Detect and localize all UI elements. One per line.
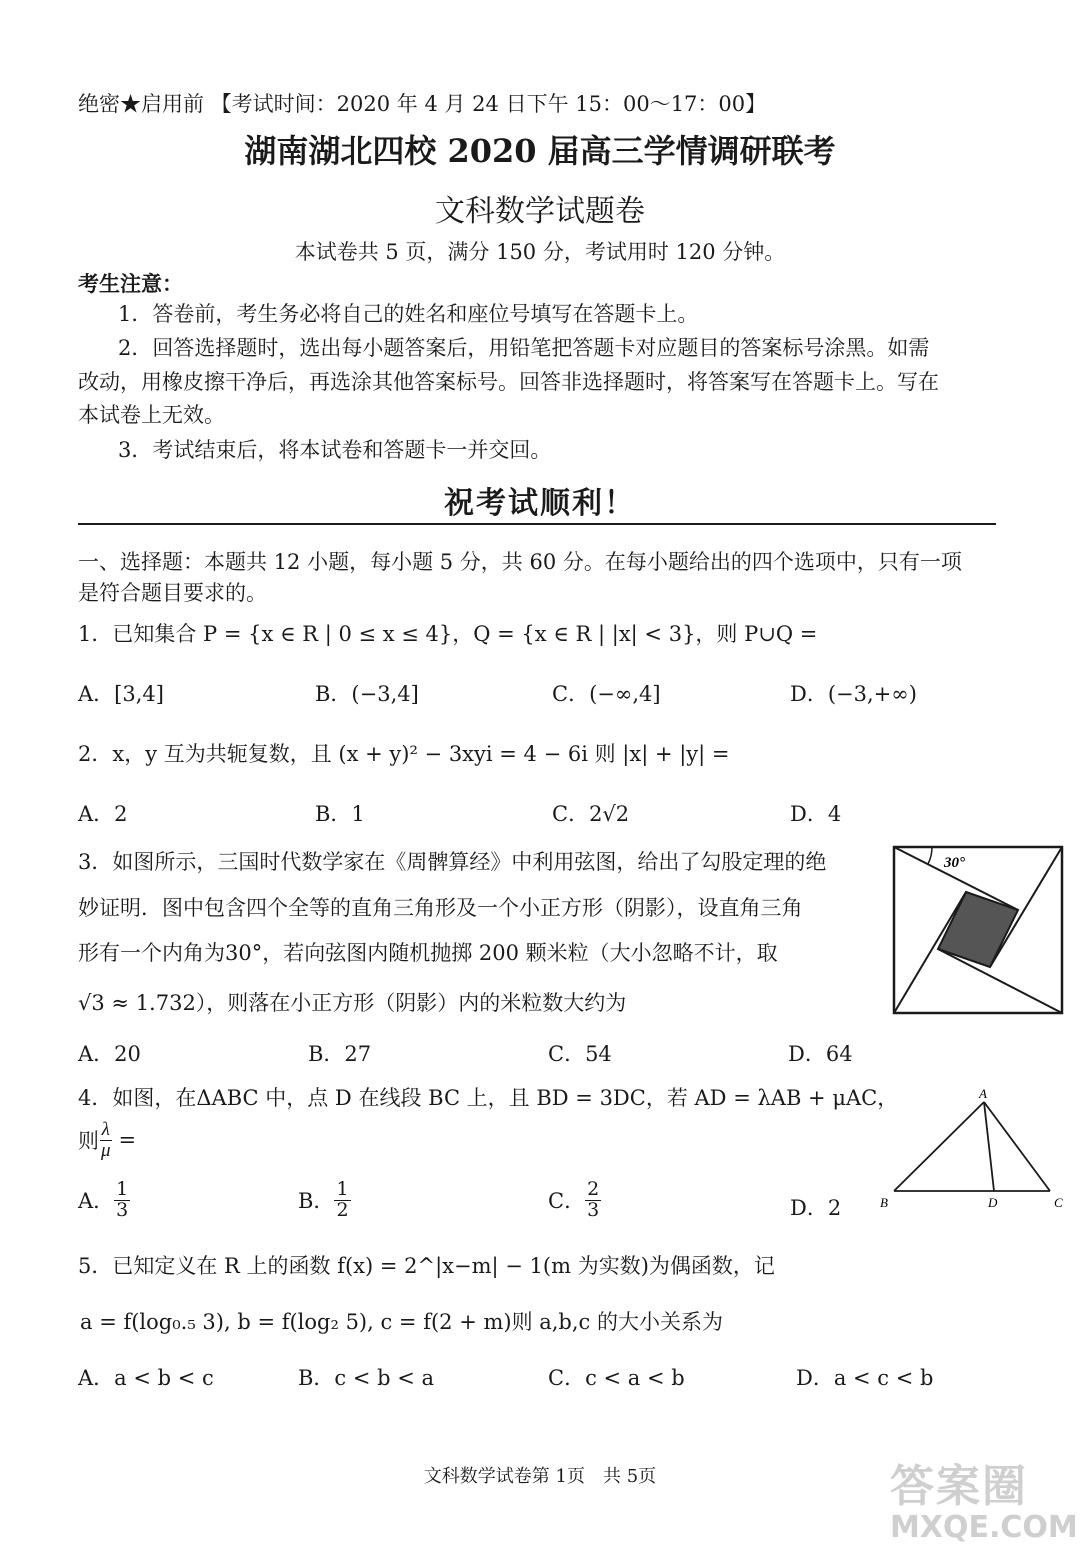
q1-option-b: B．(−3,4] [315, 682, 419, 706]
option-fraction [334, 1180, 350, 1221]
frac-denominator: 3 [116, 1198, 129, 1221]
watermark-logo: 答案圈 [890, 1461, 1028, 1512]
chord-diagram-figure [892, 845, 1064, 1015]
option-label: B． [298, 1189, 335, 1214]
notice-item: 1．答卷前，考生务必将自己的姓名和座位号填写在答题卡上。 [118, 302, 699, 326]
q4-option-d: D．2 [790, 1196, 842, 1220]
question-3-line: 形有一个内角为30°，若向弦图内随机抛掷 200 颗米粒（大小忽略不计，取 [78, 941, 778, 965]
exam-title: 湖南湖北四校 2020 届高三学情调研联考 [244, 132, 836, 170]
exam-meta: 本试卷共 5 页，满分 150 分，考试用时 120 分钟。 [294, 240, 786, 264]
option-fraction [114, 1180, 130, 1221]
frac-numerator: 1 [336, 1178, 349, 1200]
blessing: 祝考试顺利！ [444, 486, 636, 521]
q5-option-d: D．a < c < b [796, 1366, 934, 1390]
watermark-domain: MXQE.COM [890, 1510, 1078, 1545]
vertex-b-label: B [880, 1195, 888, 1210]
angle-label: 30° [944, 855, 965, 871]
frac-denominator: 2 [336, 1198, 349, 1221]
section-intro: 是符合题目要求的。 [78, 581, 267, 605]
question-5-stem: 5．已知定义在 R 上的函数 f(x) = 2^|x−m| − 1(m 为实数)为偶函数，记 [78, 1254, 775, 1278]
section-intro: 一、选择题：本题共 12 小题，每小题 5 分，共 60 分。在每小题给出的四个选项中，只有一项 [78, 550, 962, 574]
q4-option-a [78, 1180, 130, 1221]
divider [78, 523, 996, 525]
exam-subtitle: 文科数学试题卷 [435, 194, 645, 229]
option-label: C． [548, 1189, 586, 1214]
q1-option-c: C．(−∞,4] [552, 682, 661, 706]
q2-option-b: B．1 [315, 802, 365, 826]
q2-option-c: C．2√2 [552, 802, 630, 826]
question-5-line2: a = f(log₀.₅ 3), b = f(log₂ 5), c = f(2 + m)则 a,b,c 的大小关系为 [80, 1310, 723, 1334]
q4-option-c [548, 1180, 601, 1221]
question-4-stem: 4．如图，在ΔABC 中，点 D 在线段 BC 上，且 BD = 3DC，若 AD = λAB + μAC， [78, 1086, 899, 1110]
question-1-stem: 1．已知集合 P = {x ∈ R | 0 ≤ x ≤ 4}，Q = {x ∈ R | |x| < 3}，则 P∪Q = [78, 622, 818, 646]
q3-option-c: C．54 [548, 1042, 612, 1066]
notice-item: 3．考试结束后，将本试卷和答题卡一并交回。 [118, 438, 552, 462]
q3-option-a: A．20 [78, 1042, 141, 1066]
vertex-a-label: A [979, 1086, 987, 1101]
question-4-ask [78, 1120, 136, 1161]
watermark [890, 1450, 1078, 1545]
option-fraction [585, 1180, 601, 1221]
notice-item: 本试卷上无效。 [78, 403, 225, 427]
q5-option-b: B．c < b < a [298, 1366, 435, 1390]
q1-option-a: A．[3,4] [78, 682, 164, 706]
frac-denominator: 3 [587, 1198, 600, 1221]
option-label: A． [78, 1189, 115, 1214]
notice-item: 改动，用橡皮擦干净后，再选涂其他答案标号。回答非选择题时，将答案写在答题卡上。写在 [78, 370, 939, 394]
q2-option-a: A．2 [78, 802, 128, 826]
notice-item: 2．回答选择题时，选出每小题答案后，用铅笔把答题卡对应题目的答案标号涂黑。如需 [118, 336, 930, 360]
notice-heading: 考生注意： [78, 271, 183, 296]
ask-prefix: 则 [78, 1129, 99, 1154]
vertex-c-label: C [1054, 1195, 1063, 1210]
frac-numerator: 2 [587, 1178, 600, 1200]
confidential-line: 绝密★启用前 【考试时间：2020 年 4 月 24 日下午 15：00～17：00】 [78, 92, 767, 116]
question-3-line: 3．如图所示，三国时代数学家在《周髀算经》中利用弦图，给出了勾股定理的绝 [78, 850, 827, 874]
q3-option-d: D．64 [788, 1042, 853, 1066]
point-d-label: D [988, 1195, 998, 1210]
q2-option-d: D．4 [790, 802, 842, 826]
question-3-line: 妙证明．图中包含四个全等的直角三角形及一个小正方形（阴影），设直角三角 [78, 896, 803, 920]
q1-option-d: D．(−3,+∞) [790, 682, 917, 706]
q4-option-b [298, 1180, 351, 1221]
page-footer: 文科数学试卷第 1页 共 5页 [423, 1466, 657, 1487]
q3-option-b: B．27 [308, 1042, 372, 1066]
lambda-over-mu [99, 1120, 113, 1161]
question-2-stem: 2．x，y 互为共轭复数，且 (x + y)² − 3xyi = 4 − 6i 则 |x| + |y| = [78, 742, 730, 766]
ask-suffix: = [118, 1128, 137, 1153]
q5-option-a: A．a < b < c [78, 1366, 214, 1390]
question-3-line: √3 ≈ 1.732），则落在小正方形（阴影）内的米粒数大约为 [78, 991, 627, 1015]
frac-numerator: λ [101, 1119, 110, 1140]
frac-denominator: μ [101, 1139, 111, 1161]
q5-option-c: C．c < a < b [548, 1366, 685, 1390]
frac-numerator: 1 [116, 1178, 129, 1200]
triangle-abc-figure [878, 1085, 1074, 1215]
